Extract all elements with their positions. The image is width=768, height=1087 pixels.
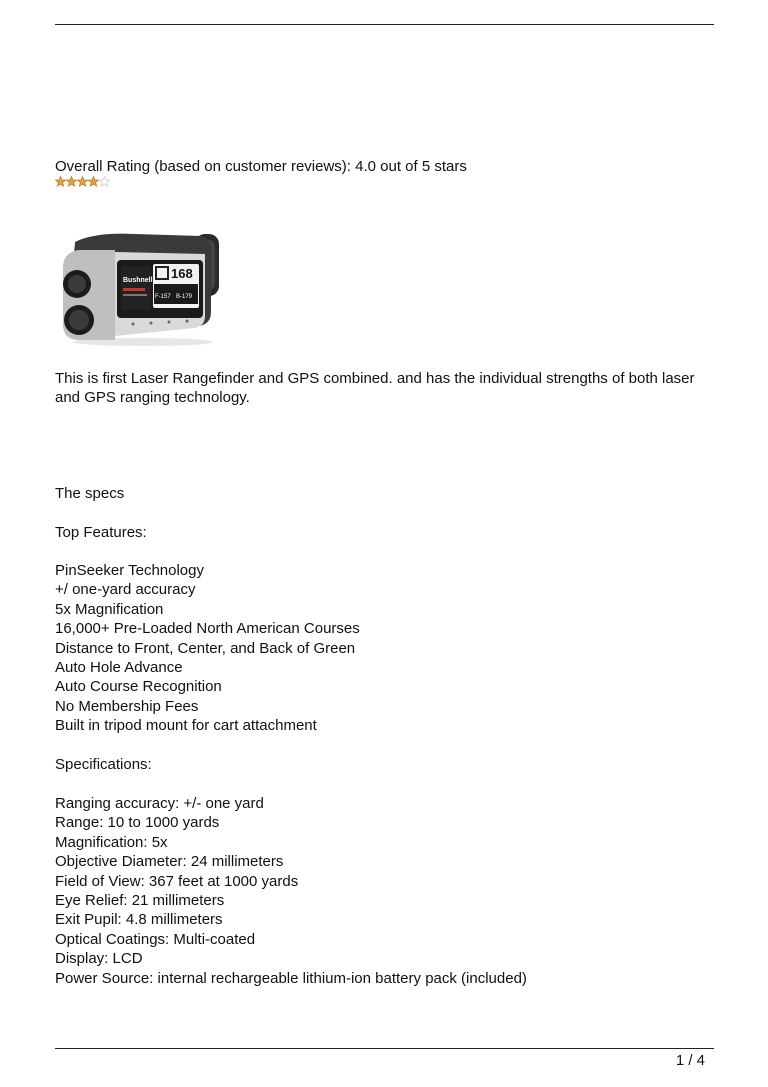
list-item: Magnification: 5x [55, 833, 168, 851]
list-item: Eye Relief: 21 millimeters [55, 892, 225, 910]
list-item: Ranging accuracy: +/- one yard [55, 795, 264, 812]
screen-front: F-157 [155, 294, 171, 300]
list-item: 5x Magnification [55, 600, 164, 618]
list-item: Distance to Front, Center, and Back of Green [55, 639, 356, 657]
star-filled-icon [77, 176, 88, 187]
screen-back: B-179 [176, 294, 193, 300]
list-item: Auto Course Recognition [55, 678, 222, 696]
specs-heading: The specs [55, 485, 125, 502]
overall-rating-text: Overall Rating (based on customer reviews): 4.0 out of 5 stars [55, 158, 467, 175]
list-item: 16,000+ Pre-Loaded North American Courses [55, 620, 360, 638]
star-empty-icon [99, 176, 110, 187]
specifications-heading: Specifications: [55, 756, 152, 773]
star-rating [55, 176, 110, 190]
list-item: Optical Coatings: Multi-coated [55, 930, 256, 948]
header-rule [55, 24, 714, 25]
screen-distance: 168 [171, 266, 193, 281]
page-number: 1 / 4 [675, 1052, 705, 1069]
star-filled-icon [55, 176, 66, 187]
list-item: Exit Pupil: 4.8 millimeters [55, 911, 223, 929]
footer-rule [55, 1048, 714, 1049]
features-heading: Top Features: [55, 524, 147, 541]
list-item: Objective Diameter: 24 millimeters [55, 853, 284, 871]
list-item: Field of View: 367 feet at 1000 yards [55, 872, 299, 890]
product-intro: This is first Laser Rangefinder and GPS combined. and has the individual strengths of both laser and GPS ranging technology. [55, 370, 695, 407]
list-item: Display: LCD [55, 950, 143, 968]
list-item: Power Source: internal rechargeable lithium-ion battery pack (included) [55, 969, 527, 987]
specifications-list [55, 794, 527, 988]
star-filled-icon [88, 176, 99, 187]
list-item: +/ one-yard accuracy [55, 581, 196, 599]
brand-label: Bushnell [123, 277, 153, 284]
features-list [55, 561, 360, 736]
list-item: No Membership Fees [55, 697, 199, 715]
list-item: Range: 10 to 1000 yards [55, 814, 220, 832]
list-item: PinSeeker Technology [55, 562, 204, 579]
list-item: Built in tripod mount for cart attachment [55, 717, 317, 735]
laser-rangefinder-image [55, 228, 223, 348]
list-item: Auto Hole Advance [55, 659, 183, 677]
star-filled-icon [66, 176, 77, 187]
